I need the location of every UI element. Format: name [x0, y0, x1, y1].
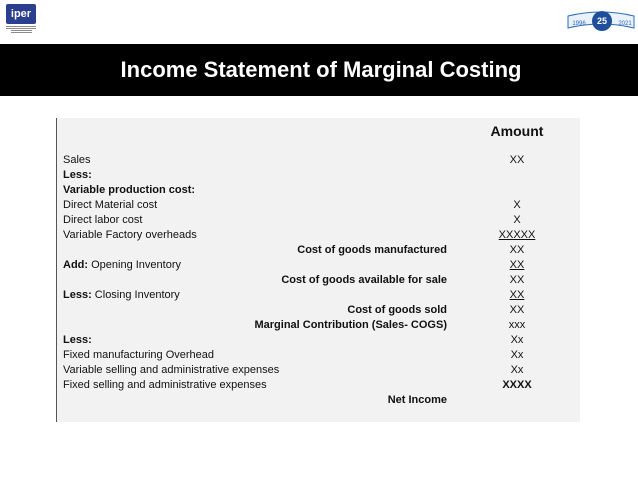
- anniversary-logo: [566, 6, 636, 36]
- row-marginal-contribution: Marginal Contribution (Sales- COGS) xxx: [254, 319, 526, 331]
- anniversary-year-end: 2021: [618, 21, 632, 27]
- amount-column-header: Amount: [490, 123, 544, 139]
- logo-tagline-lines: [6, 26, 36, 33]
- row-fixed-selling-admin: Fixed selling and administrative expenses XXXX: [63, 379, 532, 391]
- row-cogm: Cost of goods manufactured XX: [297, 244, 525, 256]
- row-variable-factory-overheads: Variable Factory overheads XXXXX: [63, 229, 536, 241]
- row-variable-production-cost: Variable production cost:: [63, 184, 196, 196]
- row-less: Less:: [63, 169, 92, 181]
- row-direct-material: Direct Material cost X: [63, 199, 521, 211]
- iper-logo-text: iper: [6, 4, 36, 24]
- row-less-fixed: Less: Xx: [63, 334, 524, 346]
- row-closing-inventory: Less: Closing Inventory XX: [63, 289, 525, 301]
- row-cogas: Cost of goods available for sale XX: [281, 274, 525, 286]
- income-statement-panel: [56, 118, 580, 422]
- title-band: [0, 44, 638, 96]
- row-fixed-manufacturing-overhead: Fixed manufacturing Overhead Xx: [63, 349, 524, 361]
- row-opening-inventory: Add: Opening Inventory XX: [63, 259, 525, 271]
- row-direct-labor: Direct labor cost X: [63, 214, 521, 226]
- iper-logo: [6, 4, 36, 38]
- row-net-income: Net Income: [387, 394, 447, 406]
- page-title: Income Statement of Marginal Costing: [120, 57, 522, 82]
- row-cogs: Cost of goods sold XX: [347, 304, 525, 316]
- anniversary-badge: 25: [596, 16, 608, 26]
- anniversary-year-start: 1996: [572, 21, 586, 27]
- row-sales: Sales XX: [63, 154, 525, 166]
- row-variable-selling-admin: Variable selling and administrative expenses Xx: [63, 364, 524, 376]
